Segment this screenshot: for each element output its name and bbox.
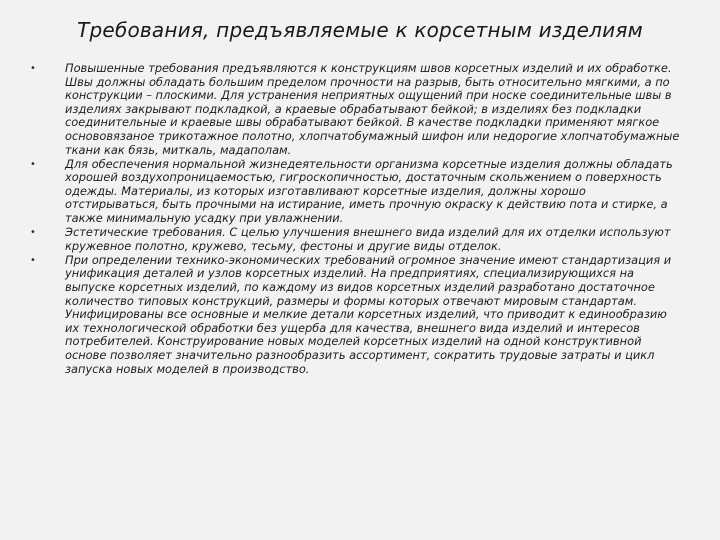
slide-title: Требования, предъявляемые к корсетным изделиям [77, 18, 643, 42]
bullet-icon: • [30, 63, 36, 74]
bullet-icon: • [30, 254, 36, 266]
bullet-item-2 [30, 158, 680, 226]
bullet-icon: • [30, 227, 36, 239]
bullet-item-4 [30, 254, 680, 376]
bullet-text: При определении технико-экономических требований огромное значение имеют стандартизация и унификация деталей и узлов корсетных изделий. На предприятиях, специализирующихся на выпуске корсетных изделий, по каждому из видов корсетных изделий разработано достаточное количество типовых конструкций, размеры и формы которых отвечают мировым стандартам. Унифицированы все основные и мелкие детали корсетных изделий, что приводит к единообразию их технологической обработки без ущерба для качества, внешнего вида изделий и интересов потребителей. Конструирование новых моделей корсетных изделий на одной конструктивной основе позволяет значительно разнообразить ассортимент, сократить трудовые затраты и цикл запуска новых моделей в производство. [65, 252, 672, 376]
bullet-icon: • [30, 158, 36, 170]
bullet-item-3 [30, 226, 680, 253]
bullet-text: Для обеспечения нормальной жизнедеятельности организма корсетные изделия должны обладать хорошей воздухопроницаемостью, гигроскопичностью, достаточным скольжением о поверхность одежды. Материалы, из которых изготавливают корсетные изделия, должны хорошо отстирываться, быть прочными на истирание, иметь прочную окраску к действию пота и стирке, а также минимальную усадку при увлажнении. [65, 156, 673, 226]
bullet-list [30, 62, 680, 377]
bullet-text: Повышенные требования предъявляются к конструкциям швов корсетных изделий и их обработке. Швы должны обладать большим пределом прочности на разрыв, быть относительно мягкими, а по конструкции – плоскими. Для устранения неприятных ощущений при носке соединительные швы в изделиях закрывают подкладкой, а краевые обрабатывают бейкой; в изделиях без подкладки соединительные и краевые швы обрабатывают бейкой. В качестве подкладки применяют мягкое основовязаное трикотажное полотно, хлопчатобумажный шифон или недорогие хлопчатобумажные ткани как бязь, миткаль, мадаполам. [65, 61, 680, 157]
bullet-item-1 [30, 62, 680, 157]
bullet-text: Эстетические требования. С целью улучшения внешнего вида изделий для их отделки используют кружевное полотно, кружево, тесьму, фестоны и другие виды отделок. [65, 225, 671, 253]
